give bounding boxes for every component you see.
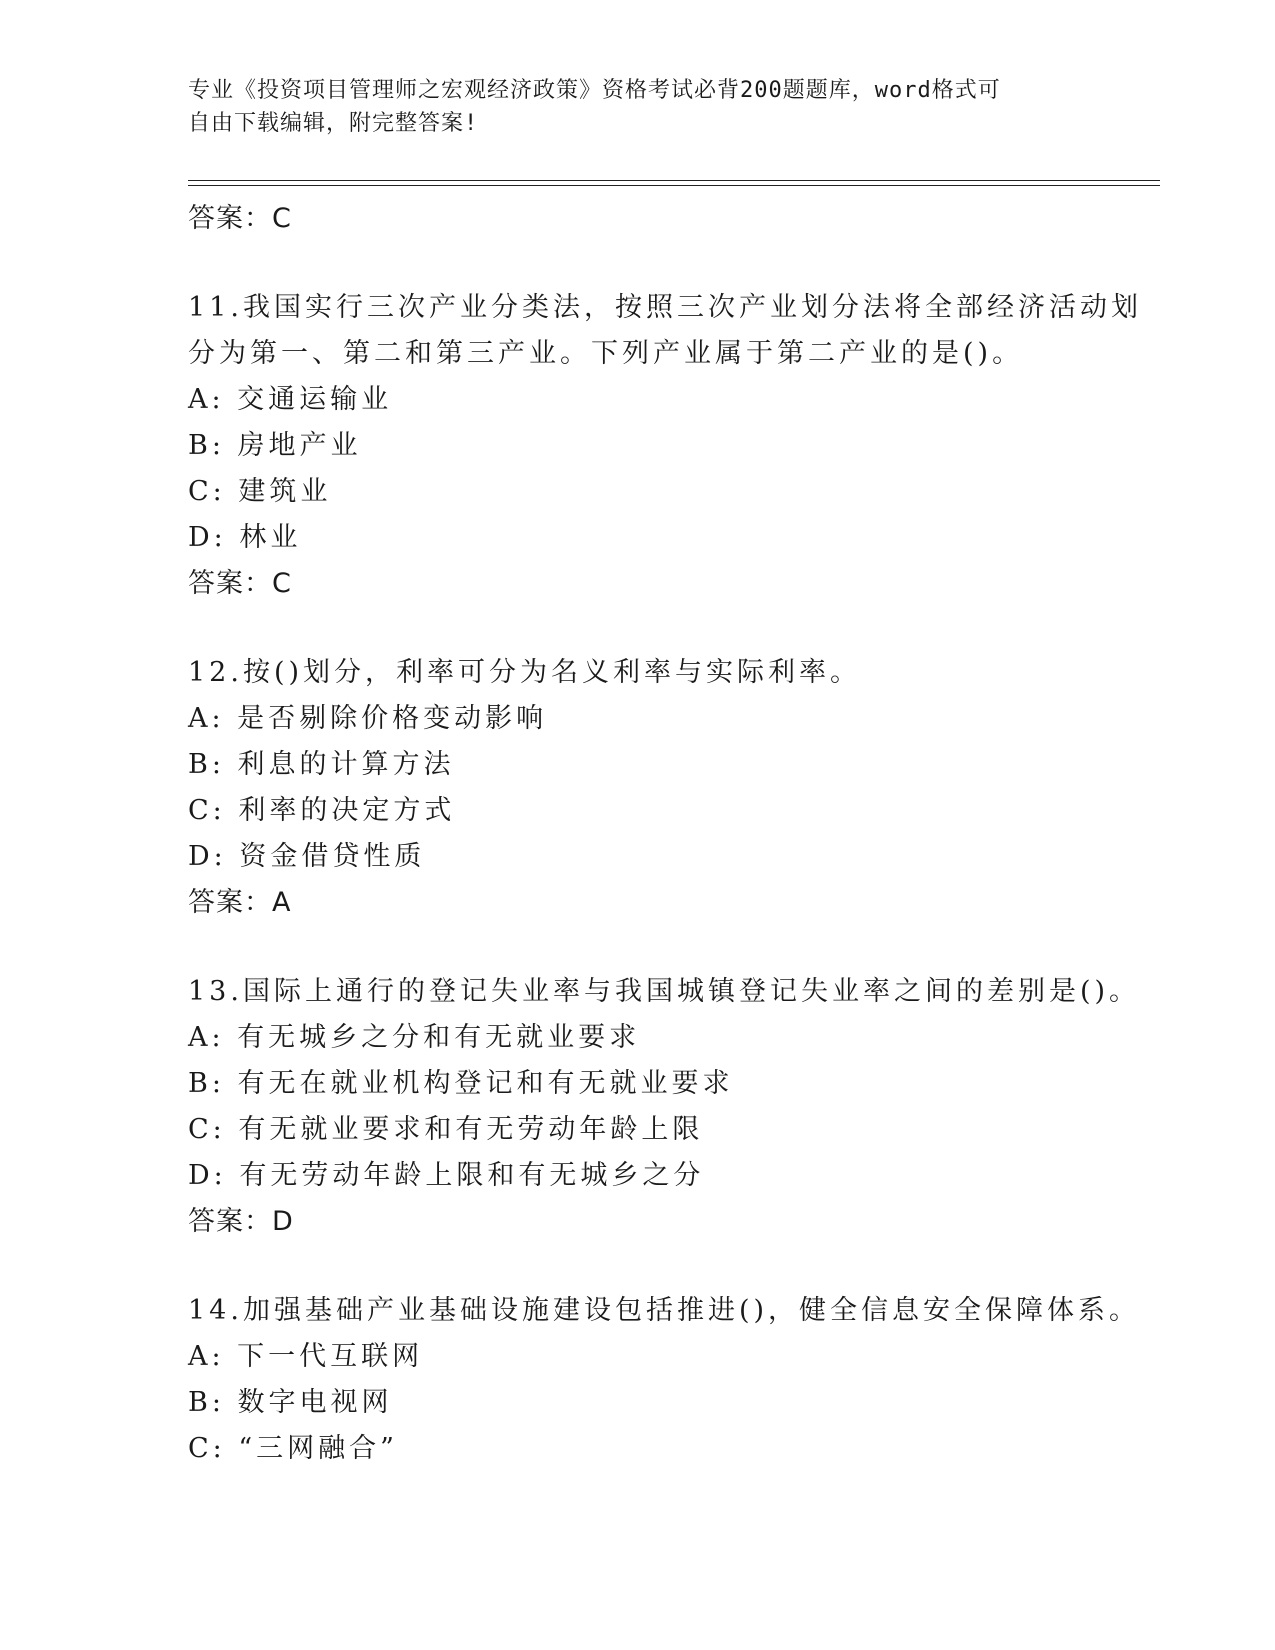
question-text-line-1: 13.国际上通行的登记失业率与我国城镇登记失业率之间的差别是()。: [188, 976, 1141, 1007]
answer-line: 答案：A: [188, 887, 292, 918]
option-d: D: 资金借贷性质: [188, 841, 426, 872]
question-list: [188, 196, 1142, 1472]
question-block: [188, 285, 1142, 607]
answer-line: 答案：D: [188, 1206, 294, 1237]
option-a: A: 是否剔除价格变动影响: [188, 703, 548, 734]
header-rule-bottom: [188, 185, 1160, 186]
answer-line: 答案：C: [188, 203, 292, 234]
option-a: A: 交通运输业: [188, 384, 393, 415]
question-text-line-2: 分为第一、第二和第三产业。下列产业属于第二产业的是()。: [188, 338, 1024, 369]
question-block: [188, 1288, 1141, 1472]
question-text-line-1: 14.加强基础产业基础设施建设包括推进()，健全信息安全保障体系。: [188, 1295, 1141, 1326]
header-rule-top: [188, 180, 1160, 181]
option-d: D: 有无劳动年龄上限和有无城乡之分: [188, 1160, 705, 1191]
page-header: [188, 74, 1088, 140]
option-d: D: 林业: [188, 522, 302, 553]
answer-line: 答案：C: [188, 568, 292, 599]
question-block: [188, 650, 1108, 926]
option-c: C: 利率的决定方式: [188, 795, 456, 826]
option-b: B: 有无在就业机构登记和有无就业要求: [188, 1068, 734, 1099]
option-a: A: 下一代互联网: [188, 1341, 424, 1372]
question-text-line-1: 11.我国实行三次产业分类法，按照三次产业划分法将全部经济活动划: [188, 292, 1142, 323]
option-a: A: 有无城乡之分和有无就业要求: [188, 1022, 641, 1053]
option-b: B: 利息的计算方法: [188, 749, 455, 780]
question-text-line-1: 12.按()划分，利率可分为名义利率与实际利率。: [188, 657, 862, 688]
option-c: C: 有无就业要求和有无劳动年龄上限: [188, 1114, 704, 1145]
option-b: B: 数字电视网: [188, 1387, 393, 1418]
question-block: [188, 969, 1141, 1245]
header-line-2: 自由下载编辑，附完整答案!: [188, 111, 479, 136]
option-c: C: “三网融合”: [188, 1433, 398, 1464]
option-c: C: 建筑业: [188, 476, 332, 507]
option-b: B: 房地产业: [188, 430, 362, 461]
header-line-1: 专业《投资项目管理师之宏观经济政策》资格考试必背200题题库，word格式可: [188, 78, 1001, 103]
